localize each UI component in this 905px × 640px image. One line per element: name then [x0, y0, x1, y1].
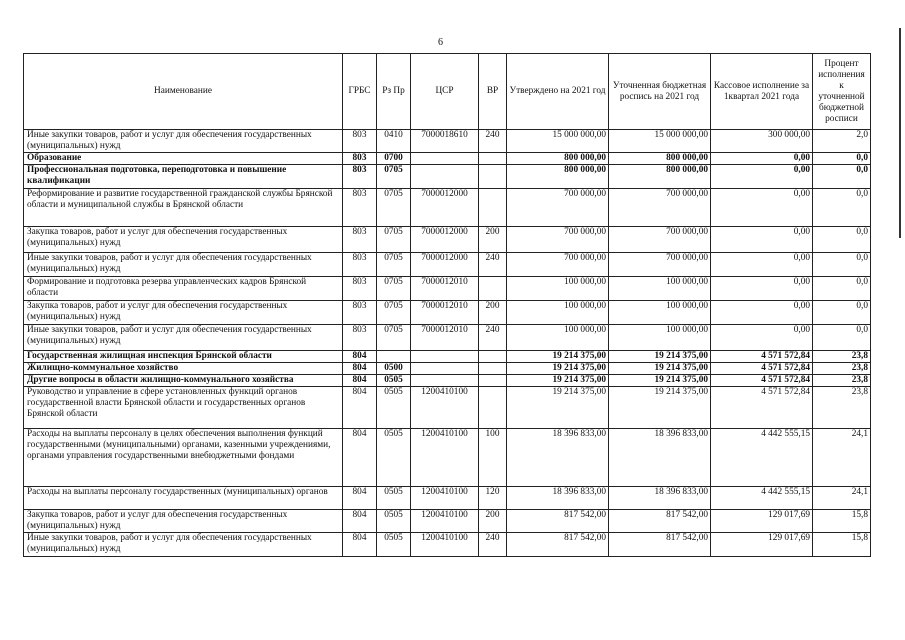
table-row [24, 277, 871, 301]
cell-approved: 800 000,00 [507, 165, 609, 189]
scan-edge-mark [899, 28, 901, 238]
cell-rzpr: 0705 [377, 253, 411, 277]
cell-cash: 0,00 [711, 325, 813, 351]
cell-grbs: 803 [343, 153, 377, 165]
cell-grbs: 804 [343, 375, 377, 387]
header-cash: Кассовое исполнение за 1квартал 2021 года [711, 54, 813, 130]
cell-rzpr: 0705 [377, 189, 411, 227]
cell-cash: 4 571 572,84 [711, 375, 813, 387]
cell-vr: 200 [479, 227, 507, 253]
cell-cash: 129 017,69 [711, 533, 813, 557]
cell-cash: 4 571 572,84 [711, 363, 813, 375]
cell-percent: 15,8 [813, 533, 871, 557]
budget-table [23, 53, 871, 557]
cell-refined: 817 542,00 [609, 533, 711, 557]
cell-name: Закупка товаров, работ и услуг для обеспечения государственных (муниципальных) нужд [24, 227, 343, 253]
table-row [24, 253, 871, 277]
cell-percent: 23,8 [813, 375, 871, 387]
cell-name: Руководство и управление в сфере установленных функций органов государственной власти Брянской области и государственных органов Брянской области [24, 387, 343, 429]
cell-rzpr: 0505 [377, 533, 411, 557]
cell-csr: 7000012000 [411, 253, 479, 277]
cell-vr: 240 [479, 533, 507, 557]
cell-approved: 700 000,00 [507, 253, 609, 277]
cell-approved: 19 214 375,00 [507, 363, 609, 375]
header-percent: Процент исполнения к уточненной бюджетной росписи [813, 54, 871, 130]
cell-csr: 7000012010 [411, 325, 479, 351]
cell-rzpr: 0705 [377, 165, 411, 189]
cell-name: Государственная жилищная инспекция Брянской области [24, 351, 343, 363]
cell-approved: 19 214 375,00 [507, 387, 609, 429]
cell-percent: 0,0 [813, 165, 871, 189]
cell-rzpr [377, 351, 411, 363]
cell-vr [479, 351, 507, 363]
cell-rzpr: 0700 [377, 153, 411, 165]
cell-csr [411, 153, 479, 165]
cell-csr: 1200410100 [411, 533, 479, 557]
cell-cash: 4 571 572,84 [711, 351, 813, 363]
cell-refined: 19 214 375,00 [609, 351, 711, 363]
cell-refined: 100 000,00 [609, 325, 711, 351]
cell-rzpr: 0705 [377, 227, 411, 253]
table-row [24, 227, 871, 253]
table-row [24, 351, 871, 363]
cell-name: Формирование и подготовка резерва управленческих кадров Брянской области [24, 277, 343, 301]
cell-csr: 7000012010 [411, 277, 479, 301]
cell-approved: 18 396 833,00 [507, 487, 609, 510]
cell-refined: 800 000,00 [609, 165, 711, 189]
cell-refined: 18 396 833,00 [609, 429, 711, 487]
cell-csr [411, 375, 479, 387]
cell-cash: 0,00 [711, 277, 813, 301]
cell-refined: 100 000,00 [609, 301, 711, 325]
cell-name: Расходы на выплаты персоналу в целях обеспечения выполнения функций государственными (муниципальными) органами, казенными учреждениями, органами управления государственными внебюджетными фондами [24, 429, 343, 487]
cell-grbs: 804 [343, 510, 377, 533]
cell-refined: 15 000 000,00 [609, 130, 711, 153]
cell-vr: 120 [479, 487, 507, 510]
table-row [24, 153, 871, 165]
cell-refined: 19 214 375,00 [609, 375, 711, 387]
cell-approved: 19 214 375,00 [507, 351, 609, 363]
cell-csr: 1200410100 [411, 387, 479, 429]
cell-approved: 817 542,00 [507, 533, 609, 557]
cell-rzpr: 0505 [377, 429, 411, 487]
cell-rzpr: 0505 [377, 510, 411, 533]
cell-approved: 100 000,00 [507, 325, 609, 351]
table-row [24, 510, 871, 533]
cell-percent: 15,8 [813, 510, 871, 533]
cell-grbs: 803 [343, 227, 377, 253]
cell-cash: 0,00 [711, 153, 813, 165]
cell-approved: 19 214 375,00 [507, 375, 609, 387]
cell-csr: 7000012000 [411, 227, 479, 253]
header-grbs: ГРБС [343, 54, 377, 130]
cell-refined: 800 000,00 [609, 153, 711, 165]
cell-percent: 23,8 [813, 363, 871, 375]
cell-grbs: 804 [343, 351, 377, 363]
table-row [24, 301, 871, 325]
page-number: 6 [438, 37, 443, 48]
cell-name: Иные закупки товаров, работ и услуг для обеспечения государственных (муниципальных) нужд [24, 253, 343, 277]
cell-rzpr: 0505 [377, 375, 411, 387]
cell-rzpr: 0505 [377, 387, 411, 429]
table-row [24, 429, 871, 487]
cell-grbs: 803 [343, 189, 377, 227]
table-row [24, 325, 871, 351]
table-row [24, 363, 871, 375]
cell-approved: 700 000,00 [507, 189, 609, 227]
table-row [24, 165, 871, 189]
cell-name: Жилищно-коммунальное хозяйство [24, 363, 343, 375]
cell-approved: 15 000 000,00 [507, 130, 609, 153]
cell-percent: 0,0 [813, 153, 871, 165]
cell-percent: 0,0 [813, 277, 871, 301]
header-csr: ЦСР [411, 54, 479, 130]
cell-rzpr: 0500 [377, 363, 411, 375]
cell-vr: 200 [479, 301, 507, 325]
cell-percent: 24,1 [813, 487, 871, 510]
cell-vr: 100 [479, 429, 507, 487]
cell-percent: 23,8 [813, 387, 871, 429]
cell-percent: 23,8 [813, 351, 871, 363]
cell-rzpr: 0505 [377, 487, 411, 510]
cell-vr: 240 [479, 253, 507, 277]
cell-rzpr: 0705 [377, 301, 411, 325]
cell-csr: 1200410100 [411, 510, 479, 533]
table-row [24, 130, 871, 153]
cell-refined: 700 000,00 [609, 189, 711, 227]
cell-name: Закупка товаров, работ и услуг для обеспечения государственных (муниципальных) нужд [24, 301, 343, 325]
cell-rzpr: 0705 [377, 325, 411, 351]
cell-cash: 4 571 572,84 [711, 387, 813, 429]
header-approved: Утверждено на 2021 год [507, 54, 609, 130]
cell-grbs: 803 [343, 130, 377, 153]
cell-name: Реформирование и развитие государственной гражданской службы Брянской области и муниципальной службы в Брянской области [24, 189, 343, 227]
cell-refined: 700 000,00 [609, 227, 711, 253]
cell-vr [479, 387, 507, 429]
cell-grbs: 803 [343, 253, 377, 277]
header-refined: Уточненная бюджетная роспись на 2021 год [609, 54, 711, 130]
cell-name: Другие вопросы в области жилищно-коммунального хозяйства [24, 375, 343, 387]
cell-percent: 0,0 [813, 301, 871, 325]
cell-vr [479, 153, 507, 165]
cell-cash: 0,00 [711, 165, 813, 189]
cell-cash: 4 442 555,15 [711, 429, 813, 487]
header-name: Наименование [24, 54, 343, 130]
cell-vr [479, 277, 507, 301]
cell-approved: 800 000,00 [507, 153, 609, 165]
cell-vr: 240 [479, 325, 507, 351]
cell-grbs: 803 [343, 325, 377, 351]
header-vr: ВР [479, 54, 507, 130]
cell-name: Иные закупки товаров, работ и услуг для обеспечения государственных (муниципальных) нужд [24, 130, 343, 153]
cell-vr [479, 165, 507, 189]
cell-csr: 7000012000 [411, 189, 479, 227]
cell-cash: 0,00 [711, 227, 813, 253]
cell-approved: 18 396 833,00 [507, 429, 609, 487]
cell-csr [411, 363, 479, 375]
cell-grbs: 803 [343, 165, 377, 189]
cell-refined: 817 542,00 [609, 510, 711, 533]
cell-vr [479, 363, 507, 375]
table-row [24, 533, 871, 557]
cell-csr: 1200410100 [411, 429, 479, 487]
cell-name: Профессиональная подготовка, переподготовка и повышение квалификации [24, 165, 343, 189]
cell-cash: 0,00 [711, 253, 813, 277]
header-row [24, 54, 871, 130]
cell-grbs: 803 [343, 301, 377, 325]
cell-approved: 100 000,00 [507, 277, 609, 301]
cell-vr: 200 [479, 510, 507, 533]
cell-cash: 0,00 [711, 189, 813, 227]
cell-approved: 100 000,00 [507, 301, 609, 325]
cell-rzpr: 0705 [377, 277, 411, 301]
cell-csr [411, 351, 479, 363]
cell-csr: 1200410100 [411, 487, 479, 510]
cell-refined: 100 000,00 [609, 277, 711, 301]
cell-rzpr: 0410 [377, 130, 411, 153]
table-row [24, 387, 871, 429]
cell-percent: 24,1 [813, 429, 871, 487]
cell-refined: 18 396 833,00 [609, 487, 711, 510]
cell-csr: 7000012010 [411, 301, 479, 325]
cell-percent: 0,0 [813, 227, 871, 253]
cell-grbs: 804 [343, 363, 377, 375]
cell-name: Закупка товаров, работ и услуг для обеспечения государственных (муниципальных) нужд [24, 510, 343, 533]
cell-cash: 129 017,69 [711, 510, 813, 533]
cell-grbs: 804 [343, 487, 377, 510]
cell-percent: 2,0 [813, 130, 871, 153]
table-row [24, 375, 871, 387]
cell-grbs: 804 [343, 533, 377, 557]
cell-refined: 700 000,00 [609, 253, 711, 277]
cell-vr [479, 189, 507, 227]
cell-grbs: 804 [343, 429, 377, 487]
cell-grbs: 803 [343, 277, 377, 301]
cell-name: Расходы на выплаты персоналу государственных (муниципальных) органов [24, 487, 343, 510]
cell-cash: 4 442 555,15 [711, 487, 813, 510]
header-rzpr: Рз Пр [377, 54, 411, 130]
cell-name: Образование [24, 153, 343, 165]
cell-percent: 0,0 [813, 325, 871, 351]
cell-approved: 700 000,00 [507, 227, 609, 253]
cell-percent: 0,0 [813, 253, 871, 277]
cell-percent: 0,0 [813, 189, 871, 227]
cell-approved: 817 542,00 [507, 510, 609, 533]
cell-refined: 19 214 375,00 [609, 363, 711, 375]
cell-csr: 7000018610 [411, 130, 479, 153]
cell-cash: 300 000,00 [711, 130, 813, 153]
cell-refined: 19 214 375,00 [609, 387, 711, 429]
cell-csr [411, 165, 479, 189]
table-row [24, 487, 871, 510]
table-row [24, 189, 871, 227]
cell-vr: 240 [479, 130, 507, 153]
cell-vr [479, 375, 507, 387]
cell-grbs: 804 [343, 387, 377, 429]
cell-name: Иные закупки товаров, работ и услуг для обеспечения государственных (муниципальных) нужд [24, 533, 343, 557]
cell-cash: 0,00 [711, 301, 813, 325]
cell-name: Иные закупки товаров, работ и услуг для обеспечения государственных (муниципальных) нужд [24, 325, 343, 351]
